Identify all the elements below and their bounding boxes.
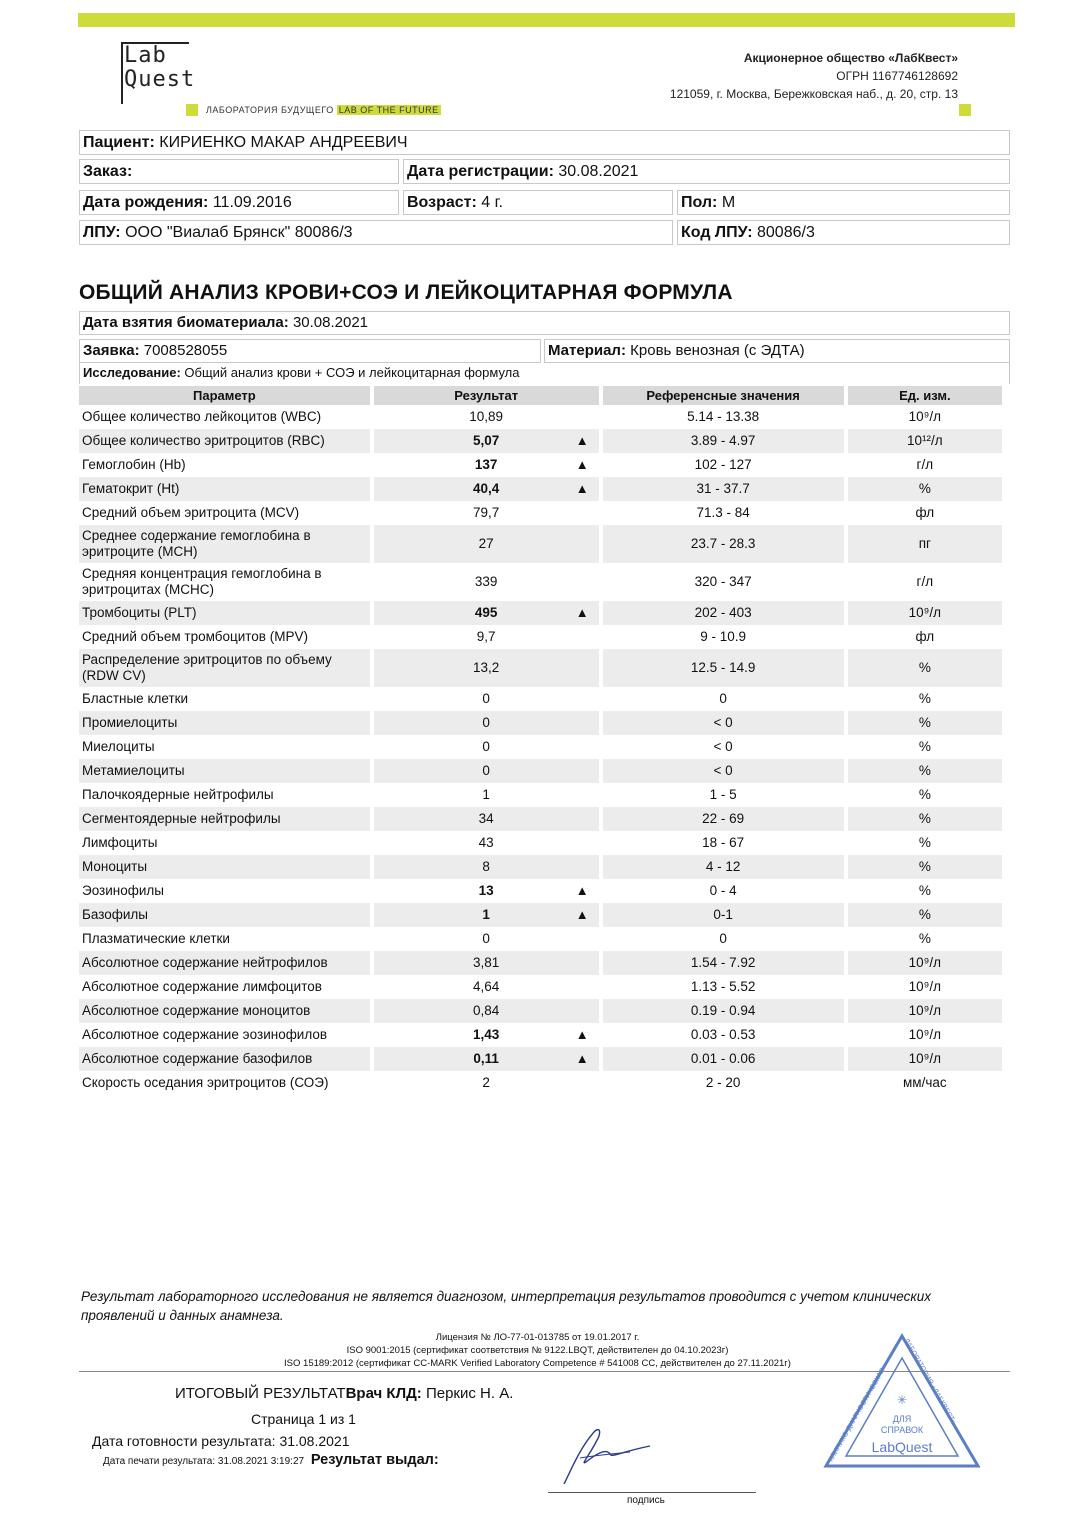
result-value: 2: [482, 1075, 490, 1090]
order-label: Заказ:: [83, 163, 133, 180]
ref-cell: 22 - 69: [603, 807, 844, 831]
result-cell: [374, 1023, 599, 1047]
param-cell: Гематокрит (Ht): [79, 477, 370, 501]
svg-text:ЛАБОРАТОРИЯ «ЛАБКВЕСТ»: [902, 1338, 957, 1426]
unit-cell: %: [848, 759, 1002, 783]
ref-cell: 9 - 10.9: [700, 629, 747, 644]
result-cell: [374, 759, 599, 783]
print-date-label: Дата печати результата:: [103, 1456, 216, 1467]
table-row: [79, 879, 1002, 903]
bio-date-field: [79, 311, 1010, 335]
result-cell: [374, 735, 599, 759]
unit-cell: %: [918, 739, 931, 754]
result-value: 13,2: [473, 660, 500, 675]
table-row: [79, 999, 1002, 1023]
request-field: [79, 339, 541, 363]
ref-cell: 0.19 - 0.94: [603, 999, 844, 1023]
result-cell: [374, 903, 599, 927]
header-param: Параметр: [79, 386, 370, 405]
reg-date-field: [403, 159, 1010, 184]
ref-cell: 0: [719, 691, 727, 706]
material-label: Материал:: [548, 342, 626, 359]
result-value: 27: [478, 536, 494, 551]
ref-cell: 0 - 4: [709, 883, 737, 898]
result-value: 34: [478, 811, 494, 826]
signature: [550, 1418, 660, 1488]
logo-line2: Quest: [124, 67, 196, 92]
logo-tagline: [186, 104, 441, 116]
result-cell: [374, 855, 599, 879]
table-row: [79, 975, 1002, 999]
age-label: Возраст:: [407, 194, 477, 211]
iso15189-line: ISO 15189:2012 (сертификат CC-MARK Verified Laboratory Competence # 541008 CC, действителен до 27.11.2021г): [284, 1358, 791, 1369]
result-value: 13: [478, 883, 494, 898]
result-value: 0: [482, 691, 490, 706]
material-field: [544, 339, 1010, 363]
result-value: 339: [474, 574, 498, 589]
print-date-line: [103, 1450, 439, 1472]
unit-cell: %: [848, 903, 1002, 927]
company-name: Акционерное общество «ЛабКвест»: [743, 51, 958, 65]
ref-cell: 320 - 347: [694, 574, 752, 589]
lpu-code-field: [677, 220, 1010, 245]
lpu-code-label: Код ЛПУ:: [681, 224, 753, 241]
result-cell: [374, 783, 599, 807]
ref-cell: 31 - 37.7: [603, 477, 844, 501]
param-cell: Абсолютное содержание базофилов: [79, 1047, 370, 1071]
result-value: 0: [482, 715, 490, 730]
unit-cell: г/л: [916, 574, 934, 589]
table-row: [79, 625, 1002, 649]
table-row: [79, 405, 1002, 429]
ref-cell: 202 - 403: [603, 601, 844, 625]
unit-cell: 10⁹/л: [908, 979, 942, 994]
unit-cell: %: [848, 807, 1002, 831]
table-row: [79, 429, 1002, 453]
param-cell: Гемоглобин (Hb): [82, 457, 186, 472]
result-value: 8: [482, 859, 490, 874]
results-table: [75, 386, 1006, 1095]
ref-cell: 1.13 - 5.52: [690, 979, 756, 994]
param-cell: Скорость оседания эритроцитов (СОЭ): [82, 1075, 329, 1090]
unit-cell: г/л: [916, 457, 934, 472]
param-cell: Средний объем тромбоцитов (MPV): [82, 629, 308, 644]
lpu-label: ЛПУ:: [83, 224, 121, 241]
ready-date-value: 31.08.2021: [279, 1433, 350, 1449]
license-line: Лицензия № ЛО-77-01-013785 от 19.01.2017 г.: [435, 1332, 640, 1343]
table-row: [79, 649, 1002, 687]
table-row: [79, 525, 1002, 563]
reg-date-label: Дата регистрации:: [407, 163, 554, 180]
param-cell: Абсолютное содержание моноцитов: [79, 999, 370, 1023]
result-value: 1,43: [473, 1027, 500, 1042]
unit-cell: 10⁹/л: [908, 1027, 942, 1042]
table-row: [79, 735, 1002, 759]
result-cell: [374, 879, 599, 903]
result-value: 5,07: [473, 433, 500, 448]
unit-cell: 10⁹/л: [848, 951, 1002, 975]
lpu-value: ООО "Виалаб Брянск" 80086/3: [125, 224, 353, 241]
table-row: [79, 903, 1002, 927]
bio-date-value: 30.08.2021: [292, 314, 369, 331]
unit-cell: %: [848, 711, 1002, 735]
ref-cell: 3.89 - 4.97: [603, 429, 844, 453]
table-header-row: [79, 386, 1002, 405]
study-row: [79, 362, 1010, 384]
result-value: 0: [482, 739, 490, 754]
ready-date-line: [92, 1431, 350, 1451]
result-value: 0,11: [473, 1051, 499, 1066]
result-cell: [374, 999, 599, 1023]
unit-cell: %: [918, 787, 931, 802]
result-value: 0,84: [473, 1003, 500, 1018]
result-value: 1: [482, 907, 490, 922]
result-value: 4,64: [473, 979, 500, 994]
dob-label: Дата рождения:: [83, 194, 209, 211]
param-cell: Общее количество лейкоцитов (WBC): [82, 409, 322, 424]
age-value: 4 г.: [481, 194, 503, 211]
table-row: [79, 1023, 1002, 1047]
header-result: Результат: [374, 386, 599, 405]
result-cell: [374, 975, 599, 999]
param-cell: Базофилы: [79, 903, 370, 927]
flag-up-icon: ▲: [575, 907, 589, 922]
sex-value: М: [721, 194, 736, 211]
tagline-ru: ЛАБОРАТОРИЯ БУДУЩЕГО: [206, 105, 334, 115]
bio-date-label: Дата взятия биоматериала:: [83, 314, 289, 331]
ref-cell: 18 - 67: [702, 835, 745, 850]
result-cell: [374, 405, 599, 429]
param-cell: Палочкоядерные нейтрофилы: [82, 787, 274, 802]
table-row: [79, 563, 1002, 601]
result-cell: [374, 429, 599, 453]
ref-cell: 23.7 - 28.3: [603, 525, 844, 563]
flag-up-icon: ▲: [575, 481, 589, 496]
table-row: [79, 951, 1002, 975]
ref-cell: 0-1: [603, 903, 844, 927]
result-value: 137: [474, 457, 498, 472]
ready-date-label: Дата готовности результата:: [92, 1433, 276, 1449]
param-cell: Сегментоядерные нейтрофилы: [79, 807, 370, 831]
disclaimer: Результат лабораторного исследования не является диагнозом, интерпретация результатов проводится с учетом клинических проявлений и данных анамнеза.: [81, 1289, 932, 1323]
result-value: 40,4: [473, 481, 500, 496]
ref-cell: 4 - 12: [603, 855, 844, 879]
patient-row: [79, 130, 1010, 155]
top-accent-bar: [78, 13, 1015, 27]
result-cell: [374, 687, 599, 711]
labquest-logo: [124, 44, 195, 92]
param-cell: Средний объем эритроцита (MCV): [82, 505, 300, 520]
result-value: 79,7: [473, 505, 500, 520]
param-cell: Промиелоциты: [79, 711, 370, 735]
ref-cell: 0: [719, 931, 727, 946]
request-value: 7008528055: [143, 342, 228, 359]
result-value: 495: [474, 605, 498, 620]
report-title: ОБЩИЙ АНАЛИЗ КРОВИ+СОЭ И ЛЕЙКОЦИТАРНАЯ ФОРМУЛА: [79, 281, 733, 304]
tagline-en: LAB OF THE FUTURE: [338, 105, 439, 115]
order-field: [79, 159, 399, 184]
param-cell: Миелоциты: [82, 739, 155, 754]
dob-value: 11.09.2016: [212, 194, 292, 211]
stamp-line2: СПРАВОК: [880, 1425, 924, 1435]
unit-cell: 10⁹/л: [908, 409, 942, 424]
flag-up-icon: ▲: [575, 1027, 589, 1042]
result-cell: [374, 831, 599, 855]
ref-cell: 2 - 20: [705, 1075, 741, 1090]
result-cell: [374, 649, 599, 687]
ref-cell: 12.5 - 14.9: [603, 649, 844, 687]
table-row: [79, 807, 1002, 831]
dob-field: [79, 190, 399, 215]
result-value: 1: [482, 787, 490, 802]
request-label: Заявка:: [83, 342, 140, 359]
print-date-value: 31.08.2021 3:19:27: [217, 1456, 305, 1467]
stamp-ring-left: КЛИНИКО-ДИАГНОСТИЧЕСКАЯ: [827, 1366, 887, 1463]
unit-cell: 10¹²/л: [848, 429, 1002, 453]
unit-cell: %: [848, 855, 1002, 879]
patient-name: КИРИЕНКО МАКАР АНДРЕЕВИЧ: [159, 134, 408, 151]
ref-cell: < 0: [603, 759, 844, 783]
unit-cell: %: [918, 835, 931, 850]
table-row: [79, 831, 1002, 855]
logo-line1: Lab: [124, 43, 167, 68]
result-value: 10,89: [469, 409, 504, 424]
table-row: [79, 759, 1002, 783]
unit-cell: 10⁹/л: [848, 999, 1002, 1023]
ref-cell: 1 - 5: [709, 787, 737, 802]
ref-cell: < 0: [713, 739, 733, 754]
ref-cell: 5.14 - 13.38: [687, 409, 760, 424]
param-cell: Среднее содержание гемоглобина в эритроците (MCH): [79, 525, 370, 563]
final-result-label: ИТОГОВЫЙ РЕЗУЛЬТАТ: [175, 1385, 346, 1402]
age-field: [403, 190, 673, 215]
study-value: Общий анализ крови + СОЭ и лейкоцитарная формула: [184, 365, 520, 380]
stamp-line1: ДЛЯ: [892, 1414, 912, 1424]
param-cell: Общее количество эритроцитов (RBC): [79, 429, 370, 453]
unit-cell: %: [918, 931, 931, 946]
final-result-line: [175, 1384, 513, 1404]
result-cell: [374, 625, 599, 649]
result-cell: [374, 525, 599, 563]
param-cell: Тромбоциты (PLT): [79, 601, 370, 625]
result-value: 9,7: [476, 629, 496, 644]
table-row: [79, 711, 1002, 735]
flag-up-icon: ▲: [575, 433, 589, 448]
doctor-label: Врач КЛД:: [345, 1385, 422, 1402]
ref-cell: 102 - 127: [694, 457, 752, 472]
issued-by-label: Результат выдал:: [310, 1452, 439, 1468]
svg-text:✳: ✳: [896, 1393, 908, 1407]
lpu-code-value: 80086/3: [757, 224, 815, 241]
table-row: [79, 501, 1002, 525]
result-value: 0: [482, 763, 490, 778]
table-row: [79, 927, 1002, 951]
corner-accent: [959, 104, 971, 116]
unit-cell: 10⁹/л: [848, 601, 1002, 625]
param-cell: Моноциты: [79, 855, 370, 879]
result-value: 0: [482, 931, 490, 946]
table-row: [79, 453, 1002, 477]
result-cell: [374, 563, 599, 601]
unit-cell: %: [848, 649, 1002, 687]
result-cell: [374, 1071, 599, 1095]
flag-up-icon: ▲: [575, 883, 589, 898]
unit-cell: %: [848, 477, 1002, 501]
company-address: 121059, г. Москва, Бережковская наб., д. 20, стр. 13: [669, 87, 958, 101]
param-cell: Метамиелоциты: [79, 759, 370, 783]
param-cell: Лимфоциты: [82, 835, 158, 850]
unit-cell: фл: [915, 629, 935, 644]
patient-label: Пациент:: [83, 134, 155, 151]
table-row: [79, 783, 1002, 807]
result-cell: [374, 501, 599, 525]
unit-cell: %: [918, 883, 931, 898]
flag-up-icon: ▲: [575, 457, 589, 472]
stamp-ring-right: ЛАБОРАТОРИЯ «ЛАБКВЕСТ»: [902, 1337, 957, 1426]
result-cell: [374, 927, 599, 951]
ref-cell: 0.01 - 0.06: [603, 1047, 844, 1071]
unit-cell: мм/час: [903, 1075, 947, 1090]
header-ref: Референсные значения: [603, 386, 844, 405]
company-ogrn: ОГРН 1167746128692: [836, 69, 958, 83]
param-cell: Абсолютное содержание нейтрофилов: [79, 951, 370, 975]
unit-cell: %: [918, 691, 931, 706]
unit-cell: фл: [915, 505, 935, 520]
lpu-field: [79, 220, 673, 245]
param-cell: Абсолютное содержание эозинофилов: [82, 1027, 328, 1042]
param-cell: Распределение эритроцитов по объему (RDW CV): [79, 649, 370, 687]
lab-stamp: [822, 1332, 982, 1472]
signature-caption: подпись: [627, 1495, 665, 1506]
result-cell: [374, 951, 599, 975]
iso9001-line: ISO 9001:2015 (сертификат соответствия № 9122.LBQT, действителен до 04.10.2023г): [346, 1345, 729, 1356]
sex-field: [677, 190, 1010, 215]
param-cell: Абсолютное содержание лимфоцитов: [82, 979, 322, 994]
result-cell: [374, 601, 599, 625]
result-value: 43: [478, 835, 494, 850]
unit-cell: 10⁹/л: [848, 1047, 1002, 1071]
flag-up-icon: ▲: [575, 605, 589, 620]
material-value: Кровь венозная (с ЭДТА): [630, 342, 805, 359]
result-cell: [374, 1047, 599, 1071]
ref-cell: 71.3 - 84: [696, 505, 750, 520]
result-value: 3,81: [473, 955, 500, 970]
table-row: [79, 1071, 1002, 1095]
unit-cell: пг: [848, 525, 1002, 563]
table-row: [79, 1047, 1002, 1071]
study-label: Исследование:: [83, 365, 181, 380]
stamp-brand: LabQuest: [871, 1439, 933, 1455]
result-cell: [374, 477, 599, 501]
ref-cell: 1.54 - 7.92: [603, 951, 844, 975]
signature-line: [548, 1492, 756, 1493]
result-cell: [374, 453, 599, 477]
param-cell: Средняя концентрация гемоглобина в эритроцитах (MCHC): [82, 566, 322, 597]
param-cell: Плазматические клетки: [82, 931, 230, 946]
param-cell: Бластные клетки: [82, 691, 189, 706]
table-row: [79, 855, 1002, 879]
reg-date-value: 30.08.2021: [558, 163, 639, 180]
ref-cell: 0.03 - 0.53: [690, 1027, 756, 1042]
table-row: [79, 601, 1002, 625]
table-row: [79, 477, 1002, 501]
ref-cell: < 0: [603, 711, 844, 735]
doctor-name: Перкис Н. А.: [425, 1385, 514, 1402]
result-cell: [374, 711, 599, 735]
flag-up-icon: ▲: [575, 1051, 589, 1066]
result-cell: [374, 807, 599, 831]
sex-label: Пол:: [681, 194, 718, 211]
header-unit: Ед. изм.: [848, 386, 1002, 405]
param-cell: Эозинофилы: [82, 883, 164, 898]
table-row: [79, 687, 1002, 711]
page-counter: Страница 1 из 1: [251, 1411, 356, 1427]
